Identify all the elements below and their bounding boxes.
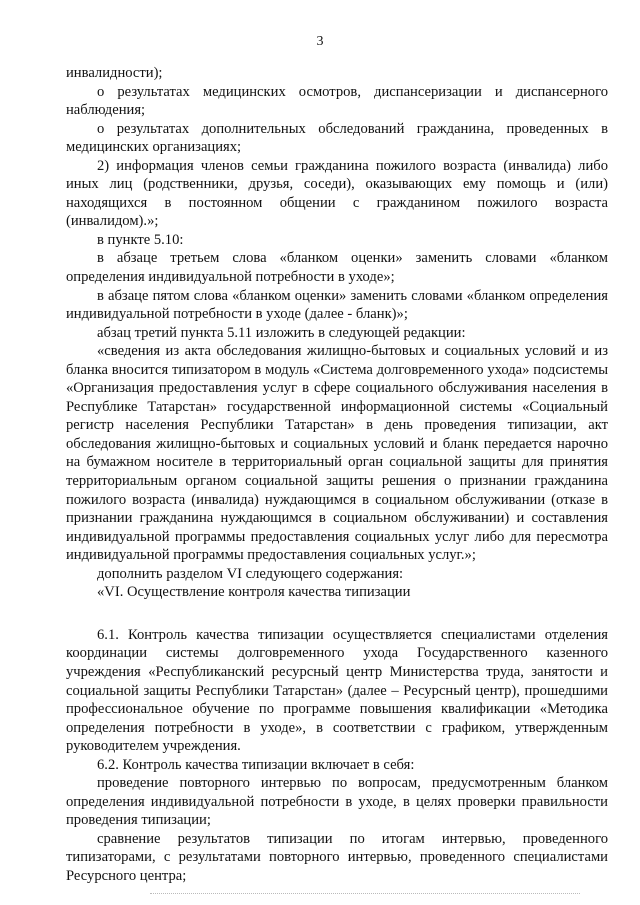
paragraph: в абзаце третьем слова «бланком оценки» заменить словами «бланком определения индивидуальной потребности в уходе»; [66, 250, 608, 286]
paragraph: о результатах медицинских осмотров, диспансеризации и диспансерного наблюдения; [66, 83, 608, 119]
paragraph: сравнение результатов типизации по итогам интервью, проведенного типизаторами, с результатами повторного интервью, проведенного специалистами Ресурсного центра; [66, 830, 608, 884]
document-body [66, 64, 608, 886]
paragraph: в пункте 5.10: [97, 231, 184, 248]
paragraph: 2) информация членов семьи гражданина пожилого возраста (инвалида) либо иных лиц (родственники, друзья, соседи), оказывающих ему помощь и (или) находящихся в постоянном общении с гражданином пожилого возраста (инвалидом).»; [66, 157, 608, 230]
paragraph: абзац третий пункта 5.11 изложить в следующей редакции: [97, 324, 466, 341]
paragraph: в абзаце пятом слова «бланком оценки» заменить словами «бланком определения индивидуальной потребности в уходе (далее - бланк)»; [66, 287, 608, 323]
paragraph: проведение повторного интервью по вопросам, предусмотренным бланком определения индивидуальной потребности в уходе, в целях проверки правильности проведения типизации; [66, 775, 608, 829]
scan-edge-rule [150, 893, 580, 894]
paragraph: инвалидности); [66, 65, 163, 81]
paragraph: дополнить разделом VI следующего содержания: [97, 565, 404, 582]
paragraph: о результатах дополнительных обследований гражданина, проведенных в медицинских организациях; [66, 120, 608, 156]
paragraph: «сведения из акта обследования жилищно-бытовых и социальных условий и из бланка вносится типизатором в модуль «Система долговременного ухода» подсистемы «Организация предоставления услуг в сфере социального обслуживания населения в Республике Татарстан» государственной информационной системы «Социальный регистр населения Республики Татарстан» в день проведения типизации, акт обследования жилищно-бытовых и социальных условий и бланк передается нарочно на бумажном носителе в территориальный орган социальной защиты для принятия территориальным органом социальной защиты решения о признании гражданина пожилого возраста (инвалида) нуждающимся в социальном обслуживании (отказе в признании гражданина нуждающимся в социальном обслуживании) и составления индивидуальной программы предоставления социальных услуг либо для пересмотра индивидуальной программы предоставления социальных услуг.»; [66, 343, 608, 564]
paragraph: 6.2. Контроль качества типизации включает в себя: [97, 756, 415, 773]
section-heading: «VI. Осуществление контроля качества типизации [97, 584, 411, 601]
page-number: 3 [316, 34, 324, 49]
paragraph: 6.1. Контроль качества типизации осуществляется специалистами отделения координации системы долговременного ухода Государственного казенного учреждения «Республиканский ресурсный центр Министерства труда, занятости и социальной защиты Республики Татарстан» (далее – Ресурсный центр), прошедшими профессиональное обучение по программе повышения квалификации «Методика определения потребности в уходе», в соответствии с графиком, утвержденным руководителем учреждения. [66, 626, 608, 755]
